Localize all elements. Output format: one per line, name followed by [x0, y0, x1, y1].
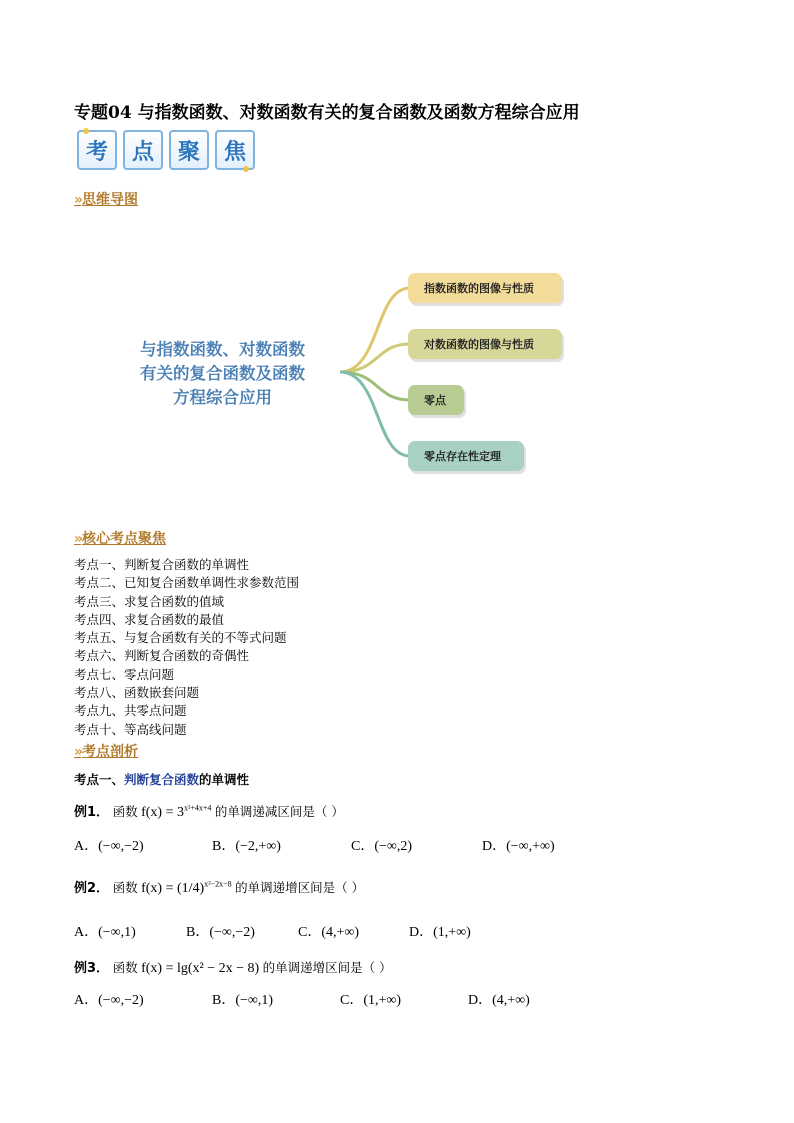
example-formula: f(x) = 3	[141, 805, 184, 820]
example-text: 的单调递增区间是（ ）	[262, 960, 392, 975]
section-points-heading	[74, 528, 166, 548]
option-b: B．(−∞,1)	[212, 993, 274, 1008]
list-item: 考点五、与复合函数有关的不等式问题	[74, 630, 287, 646]
mindmap-node-zero-theorem: 零点存在性定理	[408, 441, 524, 471]
list-item: 考点一、判断复合函数的单调性	[74, 557, 250, 572]
badge-ju	[169, 130, 209, 170]
section-label: 考点剖析	[82, 744, 139, 760]
chevron-icon: »	[74, 744, 82, 760]
example-text: 的单调递增区间是（ ）	[235, 880, 365, 895]
example-2: 例2． 函数 $f(x) = (1/4)^{x^2-2x-8}$ 的单调递增区间是（ ）	[74, 879, 365, 896]
question-title-suffix: 的单调性	[199, 772, 250, 787]
example-3: 例3． 函数 f(x) = lg(x² − 2x − 8) 的单调递增区间是（ ）	[74, 960, 392, 976]
question-title	[74, 770, 249, 788]
option-d: D．(−∞,+∞)	[482, 839, 555, 854]
option-c: C．(−∞,2)	[351, 839, 413, 854]
mindmap-center-line: 与指数函数、对数函数	[140, 340, 305, 359]
list-item: 考点二、已知复合函数单调性求参数范围	[74, 575, 300, 591]
option-a: A．(−∞,−2)	[74, 839, 144, 854]
points-list	[74, 556, 299, 739]
list-item: 考点十、等高线问题	[74, 721, 187, 737]
option-c: C．(1,+∞)	[340, 993, 402, 1008]
example-exponent: x²+4x+4	[183, 803, 212, 813]
section-analysis-heading	[74, 741, 138, 761]
chevron-icon: »	[74, 531, 82, 547]
option-a: A．(−∞,1)	[74, 925, 136, 940]
badge-dot	[243, 166, 249, 172]
section-label: 核心考点聚焦	[82, 531, 167, 547]
option-b: B．(−∞,−2)	[186, 925, 255, 940]
list-item: 考点七、零点问题	[74, 666, 175, 682]
option-d: D．(4,+∞)	[468, 993, 530, 1008]
badge-label: 焦	[223, 139, 246, 165]
option-d: D．(1,+∞)	[409, 925, 471, 940]
example-text: 函数	[112, 804, 138, 819]
badge-dot	[83, 128, 89, 134]
option-c: C．(4,+∞)	[298, 925, 360, 940]
example-label: 例2	[74, 881, 97, 896]
badge-label: 考	[85, 139, 108, 165]
example-text: 的单调递减区间是（ ）	[214, 804, 344, 819]
example-formula: f(x) = (1/4)	[141, 881, 205, 896]
example-text: 函数	[112, 880, 138, 895]
list-item: 考点九、共零点问题	[74, 703, 187, 719]
list-item: 考点三、求复合函数的值域	[74, 593, 225, 609]
badge-jiao	[215, 130, 255, 170]
badge-dian	[123, 130, 163, 170]
page-title: 专题04 与指数函数、对数函数有关的复合函数及函数方程综合应用	[74, 103, 580, 123]
badge-label: 聚	[177, 139, 200, 165]
example-exponent: x²−2x−8	[204, 879, 232, 889]
mindmap-node-exp: 指数函数的图像与性质	[408, 273, 562, 303]
badge-label: 点	[131, 139, 154, 165]
question-title-highlight: 判断复合函数	[124, 772, 200, 787]
mindmap-center	[120, 338, 325, 410]
mindmap-center-line: 方程综合应用	[173, 388, 272, 407]
list-item: 考点四、求复合函数的最值	[74, 611, 225, 627]
list-item: 考点八、函数嵌套问题	[74, 685, 200, 701]
example-1: 例1． 函数 $f(x) = 3^{x^2+4x+4}$ 的单调递减区间是（ ）	[74, 803, 344, 820]
example-label: 例3	[74, 961, 97, 976]
example-formula: f(x) = lg(x² − 2x − 8)	[141, 961, 260, 976]
section-label: 思维导图	[82, 192, 139, 208]
mindmap-node-log: 对数函数的图像与性质	[408, 329, 562, 359]
badge-kao	[77, 130, 117, 170]
list-item: 考点六、判断复合函数的奇偶性	[74, 648, 250, 664]
section-mindmap-heading	[74, 189, 138, 209]
chevron-icon: »	[74, 192, 82, 208]
option-b: B．(−2,+∞)	[212, 839, 281, 854]
example-label: 例1	[74, 805, 97, 820]
mindmap-center-line: 有关的复合函数及函数	[140, 364, 305, 383]
topic-badges	[77, 130, 255, 170]
mindmap-node-zero: 零点	[408, 385, 464, 415]
option-a: A．(−∞,−2)	[74, 993, 144, 1008]
question-title-prefix: 考点一、	[74, 772, 125, 787]
example-text: 函数	[112, 960, 138, 975]
